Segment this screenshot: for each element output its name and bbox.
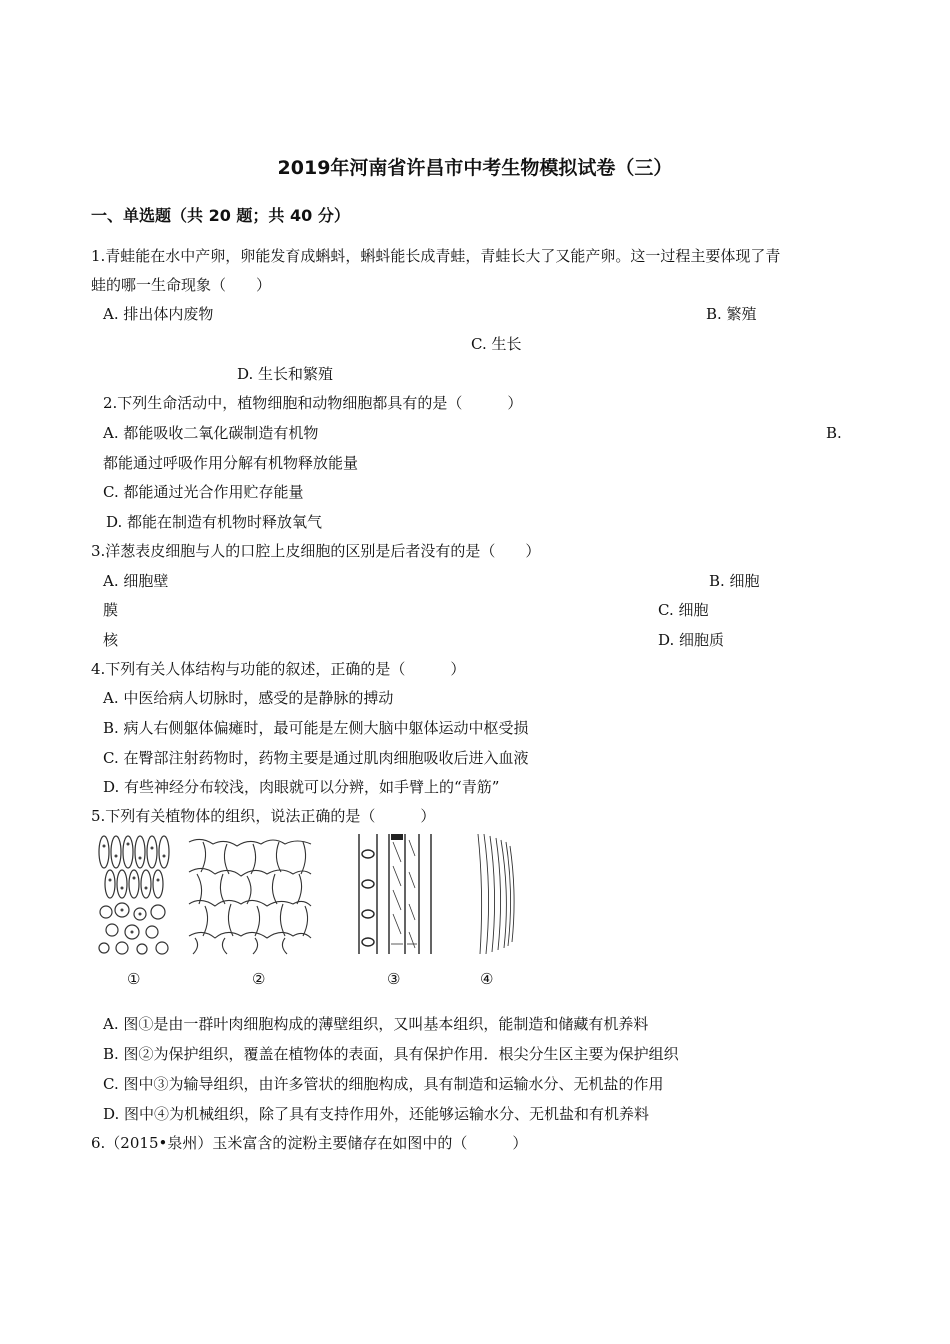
question-3-option-a[interactable]: A. 细胞壁 xyxy=(103,572,169,590)
question-2-option-d[interactable]: D. 都能在制造有机物时释放氧气 xyxy=(106,513,323,531)
question-5-option-c[interactable]: C. 图中③为输导组织，由许多管状的细胞构成，具有制造和运输水分、无机盐的作用 xyxy=(103,1075,664,1093)
question-3-option-b-cont[interactable]: 膜 xyxy=(103,601,119,619)
question-5-option-d[interactable]: D. 图中④为机械组织，除了具有支持作用外，还能够运输水分、无机盐和有机养料 xyxy=(103,1105,650,1123)
question-1-stem-line1: 1.青蛙能在水中产卵，卵能发育成蝌蚪，蝌蚪能长成青蛙，青蛙长大了又能产卵。这一过程主要体现了青 xyxy=(91,247,781,265)
question-1-option-d[interactable]: D. 生长和繁殖 xyxy=(237,365,334,383)
question-3-option-b[interactable]: B. 细胞 xyxy=(709,572,760,590)
question-4-option-a[interactable]: A. 中医给病人切脉时，感受的是静脉的搏动 xyxy=(103,689,394,707)
question-2-option-b-text[interactable]: 都能通过呼吸作用分解有机物释放能量 xyxy=(103,454,359,472)
question-3-option-d[interactable]: D. 细胞质 xyxy=(658,631,725,649)
question-6-stem: 6.（2015•泉州）玉米富含的淀粉主要储存在如图中的（ ） xyxy=(91,1134,528,1152)
question-4-stem: 4.下列有关人体结构与功能的叙述，正确的是（ ） xyxy=(91,660,466,678)
tissue-figure-4 xyxy=(470,832,520,956)
figure-label-3: ③ xyxy=(387,970,401,988)
page-title: 2019年河南省许昌市中考生物模拟试卷（三） xyxy=(277,157,673,179)
figure-label-4: ④ xyxy=(480,970,494,988)
tissue-figure-2 xyxy=(185,832,315,956)
tissue-figure-1 xyxy=(96,832,172,956)
figure-label-2: ② xyxy=(252,970,266,988)
question-2-option-b-label[interactable]: B. xyxy=(826,424,842,442)
question-1-stem-line2: 蛙的哪一生命现象（ ） xyxy=(91,276,272,294)
section-heading: 一、单选题（共 20 题；共 40 分） xyxy=(91,206,350,225)
question-2-stem: 2.下列生命活动中，植物细胞和动物细胞都具有的是（ ） xyxy=(103,394,523,412)
question-3-option-c-cont[interactable]: 核 xyxy=(103,631,119,649)
figure-label-1: ① xyxy=(127,970,141,988)
question-3-option-c[interactable]: C. 细胞 xyxy=(658,601,709,619)
question-4-option-c[interactable]: C. 在臀部注射药物时，药物主要是通过肌肉细胞吸收后进入血液 xyxy=(103,749,529,767)
question-5-option-b[interactable]: B. 图②为保护组织，覆盖在植物体的表面，具有保护作用．根尖分生区主要为保护组织 xyxy=(103,1045,679,1063)
question-5-option-a[interactable]: A. 图①是由一群叶肉细胞构成的薄壁组织，又叫基本组织，能制造和储藏有机养料 xyxy=(103,1015,649,1033)
question-2-option-a[interactable]: A. 都能吸收二氧化碳制造有机物 xyxy=(103,424,319,442)
question-2-option-c[interactable]: C. 都能通过光合作用贮存能量 xyxy=(103,483,304,501)
question-1-option-a[interactable]: A. 排出体内废物 xyxy=(103,305,214,323)
question-1-option-c[interactable]: C. 生长 xyxy=(471,335,522,353)
question-4-option-b[interactable]: B. 病人右侧躯体偏瘫时，最可能是左侧大脑中躯体运动中枢受损 xyxy=(103,719,529,737)
tissue-figure-3 xyxy=(355,832,435,956)
question-1-option-b[interactable]: B. 繁殖 xyxy=(706,305,757,323)
question-3-stem: 3.洋葱表皮细胞与人的口腔上皮细胞的区别是后者没有的是（ ） xyxy=(91,542,541,560)
question-5-stem: 5.下列有关植物体的组织，说法正确的是（ ） xyxy=(91,807,436,825)
question-4-option-d[interactable]: D. 有些神经分布较浅，肉眼就可以分辨，如手臂上的“青筋” xyxy=(103,778,500,796)
